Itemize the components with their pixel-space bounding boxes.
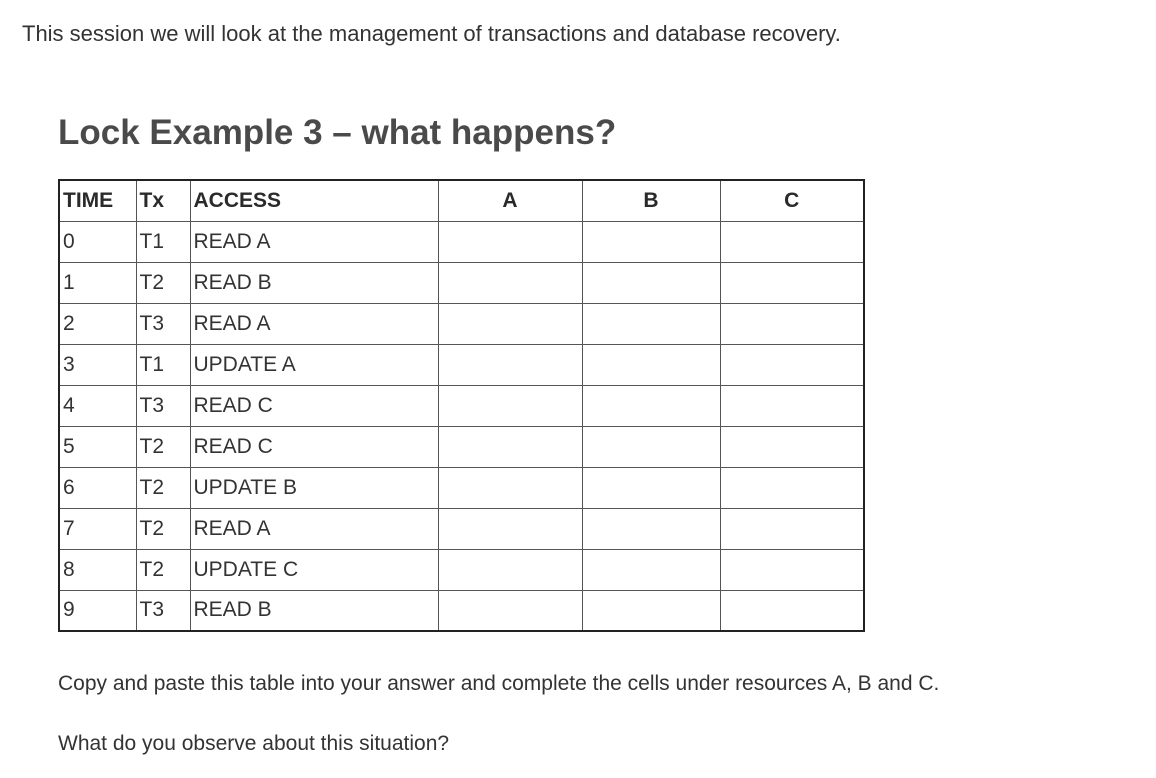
cell-time: 5	[59, 426, 136, 467]
header-access: ACCESS	[190, 180, 438, 221]
cell-time: 3	[59, 344, 136, 385]
cell-resource-b	[582, 549, 720, 590]
cell-resource-a	[438, 549, 582, 590]
cell-resource-c	[720, 303, 864, 344]
cell-tx: T1	[136, 344, 190, 385]
table-row	[59, 467, 864, 508]
cell-resource-b	[582, 467, 720, 508]
cell-resource-a	[438, 385, 582, 426]
cell-resource-a	[438, 344, 582, 385]
cell-resource-a	[438, 508, 582, 549]
cell-resource-b	[582, 426, 720, 467]
cell-time: 8	[59, 549, 136, 590]
lock-schedule-table	[58, 179, 865, 632]
cell-resource-a	[438, 590, 582, 631]
cell-resource-a	[438, 426, 582, 467]
table-row	[59, 303, 864, 344]
cell-access: READ C	[190, 426, 438, 467]
cell-resource-a	[438, 221, 582, 262]
cell-resource-b	[582, 303, 720, 344]
question-text: What do you observe about this situation?	[58, 732, 450, 755]
cell-resource-c	[720, 467, 864, 508]
cell-access: READ A	[190, 303, 438, 344]
header-resource-a: A	[438, 180, 582, 221]
cell-access: READ B	[190, 590, 438, 631]
cell-access: READ C	[190, 385, 438, 426]
cell-access: UPDATE C	[190, 549, 438, 590]
header-time: TIME	[59, 180, 136, 221]
table-row	[59, 508, 864, 549]
cell-tx: T2	[136, 467, 190, 508]
cell-resource-a	[438, 303, 582, 344]
cell-resource-b	[582, 262, 720, 303]
header-resource-c: C	[720, 180, 864, 221]
table-row	[59, 549, 864, 590]
cell-resource-c	[720, 508, 864, 549]
cell-access: READ A	[190, 508, 438, 549]
cell-time: 0	[59, 221, 136, 262]
cell-resource-b	[582, 344, 720, 385]
table-header-row	[59, 180, 864, 221]
cell-time: 6	[59, 467, 136, 508]
cell-tx: T2	[136, 508, 190, 549]
cell-resource-a	[438, 467, 582, 508]
intro-text: This session we will look at the management of transactions and database recovery.	[22, 21, 841, 46]
cell-access: UPDATE A	[190, 344, 438, 385]
cell-time: 1	[59, 262, 136, 303]
table-row	[59, 426, 864, 467]
table-row	[59, 344, 864, 385]
cell-resource-b	[582, 221, 720, 262]
header-tx: Tx	[136, 180, 190, 221]
cell-tx: T3	[136, 385, 190, 426]
table-row	[59, 262, 864, 303]
cell-tx: T2	[136, 426, 190, 467]
page-title: Lock Example 3 – what happens?	[58, 113, 617, 152]
cell-resource-b	[582, 385, 720, 426]
cell-access: READ A	[190, 221, 438, 262]
cell-resource-c	[720, 549, 864, 590]
cell-resource-c	[720, 262, 864, 303]
cell-resource-c	[720, 426, 864, 467]
cell-access: UPDATE B	[190, 467, 438, 508]
cell-time: 4	[59, 385, 136, 426]
cell-tx: T2	[136, 262, 190, 303]
cell-resource-c	[720, 385, 864, 426]
table-row	[59, 590, 864, 631]
table-row	[59, 385, 864, 426]
cell-time: 7	[59, 508, 136, 549]
table-row	[59, 221, 864, 262]
cell-resource-c	[720, 590, 864, 631]
cell-resource-b	[582, 590, 720, 631]
cell-tx: T1	[136, 221, 190, 262]
cell-resource-b	[582, 508, 720, 549]
cell-resource-a	[438, 262, 582, 303]
header-resource-b: B	[582, 180, 720, 221]
instruction-text: Copy and paste this table into your answer and complete the cells under resources A, B and C.	[58, 672, 940, 695]
cell-time: 9	[59, 590, 136, 631]
cell-tx: T3	[136, 303, 190, 344]
cell-tx: T3	[136, 590, 190, 631]
cell-tx: T2	[136, 549, 190, 590]
cell-resource-c	[720, 221, 864, 262]
cell-time: 2	[59, 303, 136, 344]
cell-resource-c	[720, 344, 864, 385]
cell-access: READ B	[190, 262, 438, 303]
